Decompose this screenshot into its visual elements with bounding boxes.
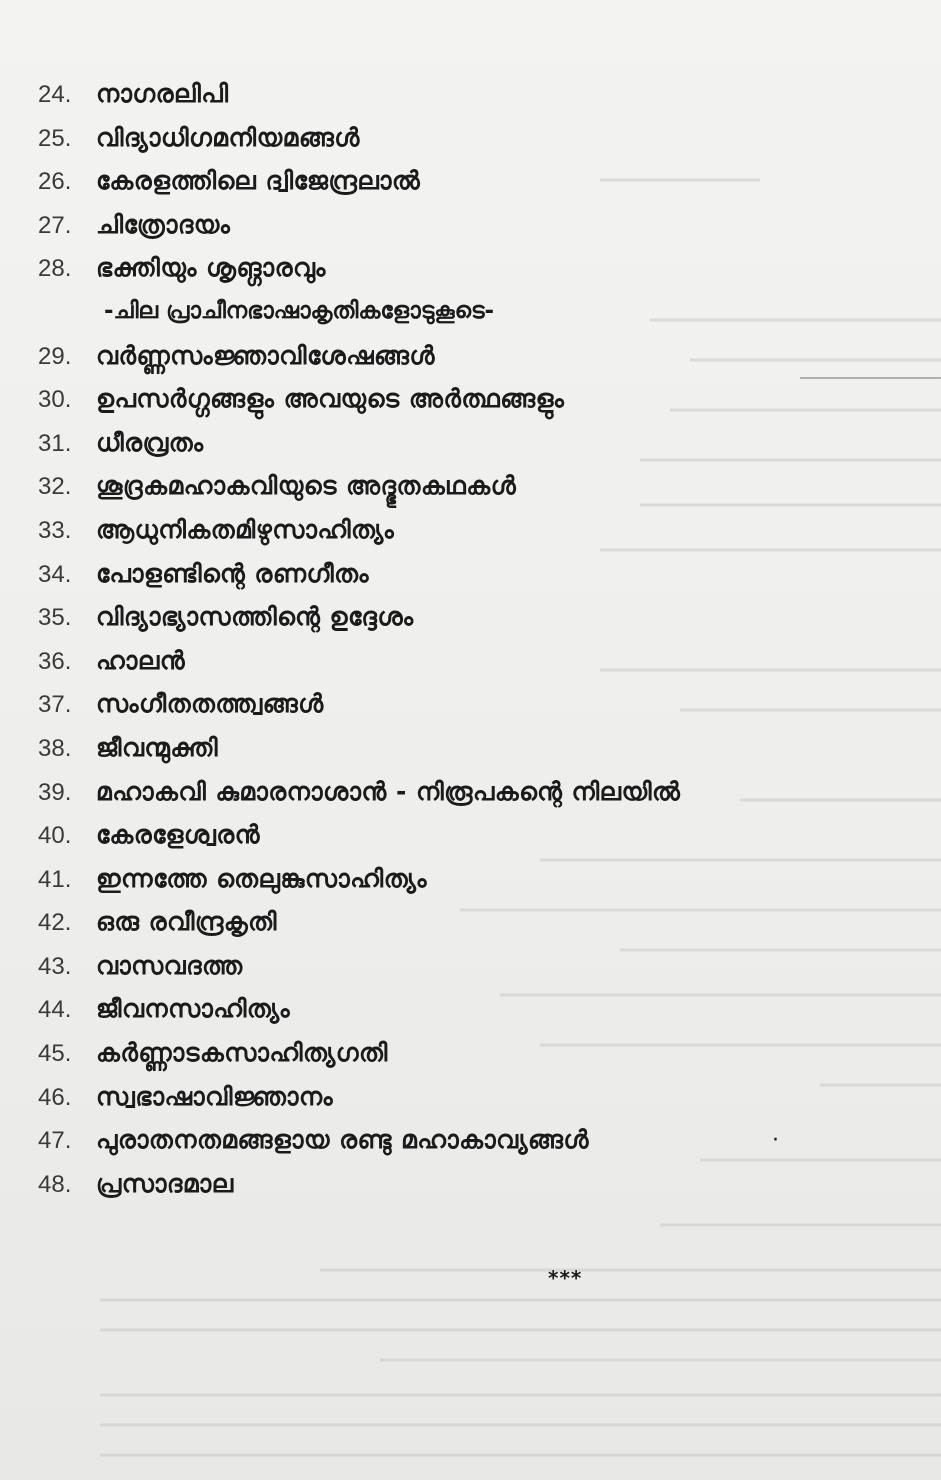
item-title: സ്വഭാഷാവിജ്ഞാനം — [96, 1081, 334, 1111]
item-title: വർണ്ണസംജ്ഞാവിശേഷങ്ങൾ — [96, 340, 436, 370]
item-title: ഇന്നത്തേ തെലുങ്കുസാഹിത്യം — [96, 863, 427, 893]
stray-dot-mark: · — [772, 1128, 779, 1153]
list-item: 30. ഉപസർഗ്ഗങ്ങളും അവയുടെ അർത്ഥങ്ങളും — [38, 377, 918, 421]
list-item: 29. വർണ്ണസംജ്ഞാവിശേഷങ്ങൾ — [38, 334, 918, 378]
item-title: ധീരവ്രതം — [96, 427, 204, 457]
item-title: സംഗീതതത്ത്വങ്ങൾ — [96, 689, 324, 719]
list-item: 36. ഹാലൻ — [38, 639, 918, 683]
end-mark: *** — [548, 1266, 583, 1290]
item-title: വിദ്യാധിഗമനിയമങ്ങൾ — [96, 122, 360, 152]
item-title: പ്രസാദമാല — [96, 1168, 234, 1198]
list-item: 32. ശൂദ്രകമഹാകവിയുടെ അദ്ഭുതകഥകൾ — [38, 464, 918, 508]
item-title: കർണ്ണാടകസാഹിത്യഗതി — [96, 1038, 388, 1068]
list-item: 42. ഒരു രവീന്ദ്രകൃതി — [38, 900, 918, 944]
list-item: 31. ധീരവ്രതം — [38, 421, 918, 465]
item-title: കേരളേശ്വരൻ — [96, 820, 261, 850]
list-item: 25. വിദ്യാധിഗമനിയമങ്ങൾ — [38, 116, 918, 160]
list-item: 27. ചിത്രോദയം — [38, 203, 918, 247]
item-title: നാഗരലിപി — [96, 79, 229, 108]
item-title: ചിത്രോദയം — [96, 209, 231, 239]
list-item: 38. ജീവന്മുക്തി — [38, 726, 918, 770]
item-title: പുരാതനതമങ്ങളായ രണ്ടു മഹാകാവ്യങ്ങൾ — [96, 1125, 589, 1155]
item-title: പോളണ്ടിന്റെ രണഗീതം — [96, 558, 369, 588]
list-item: 45. കർണ്ണാടകസാഹിത്യഗതി — [38, 1031, 918, 1075]
list-item: 33. ആധുനികതമിഴുസാഹിത്യം — [38, 508, 918, 552]
list-item: 47. പുരാതനതമങ്ങളായ രണ്ടു മഹാകാവ്യങ്ങൾ — [38, 1118, 918, 1162]
list-item: 44. ജീവനസാഹിത്യം — [38, 987, 918, 1031]
list-item: 46. സ്വഭാഷാവിജ്ഞാനം — [38, 1075, 918, 1119]
list-item: 48. പ്രസാദമാല — [38, 1162, 918, 1206]
item-title: ഹാലൻ — [96, 645, 186, 675]
list-item: 24. നാഗരലിപി — [38, 72, 918, 116]
list-item: 34. പോളണ്ടിന്റെ രണഗീതം — [38, 552, 918, 596]
item-title: ഭക്തിയും ശൃങ്ഗാരവും — [96, 253, 326, 283]
item-title: മഹാകവി കുമാരനാശാൻ - നിരൂപകന്റെ നിലയിൽ — [96, 776, 681, 806]
list-item: 43. വാസവദത്ത — [38, 944, 918, 988]
item-title: ജീവന്മുക്തി — [96, 732, 219, 762]
list-item: 41. ഇന്നത്തേ തെലുങ്കുസാഹിത്യം — [38, 857, 918, 901]
list-item: 35. വിദ്യാഭ്യാസത്തിന്റെ ഉദ്ദേശം — [38, 595, 918, 639]
list-item: 37. സംഗീതതത്ത്വങ്ങൾ — [38, 682, 918, 726]
item-title: ഉപസർഗ്ഗങ്ങളും അവയുടെ അർത്ഥങ്ങളും — [96, 384, 565, 414]
item-title: ജീവനസാഹിത്യം — [96, 994, 291, 1024]
list-item: 40. കേരളേശ്വരൻ — [38, 813, 918, 857]
item-title: ശൂദ്രകമഹാകവിയുടെ അദ്ഭുതകഥകൾ — [96, 471, 517, 501]
list-item-subtitle: -ചില പ്രാചീനഭാഷാകൃതികളോടുകൂടെ- — [104, 297, 495, 324]
item-title: ഒരു രവീന്ദ്രകൃതി — [96, 907, 277, 937]
item-title: വാസവദത്ത — [96, 950, 243, 980]
contents-list — [38, 72, 918, 1205]
item-title: ആധുനികതമിഴുസാഹിത്യം — [96, 514, 395, 544]
item-title: വിദ്യാഭ്യാസത്തിന്റെ ഉദ്ദേശം — [96, 602, 414, 632]
list-item: 26. കേരളത്തിലെ ദ്വിജേന്ദ്രലാൽ — [38, 159, 918, 203]
list-item: 39. മഹാകവി കുമാരനാശാൻ - നിരൂപകന്റെ നിലയിൽ — [38, 770, 918, 814]
list-item: 28. ഭക്തിയും ശൃങ്ഗാരവും — [38, 246, 918, 290]
item-title: കേരളത്തിലെ ദ്വിജേന്ദ്രലാൽ — [96, 166, 421, 196]
